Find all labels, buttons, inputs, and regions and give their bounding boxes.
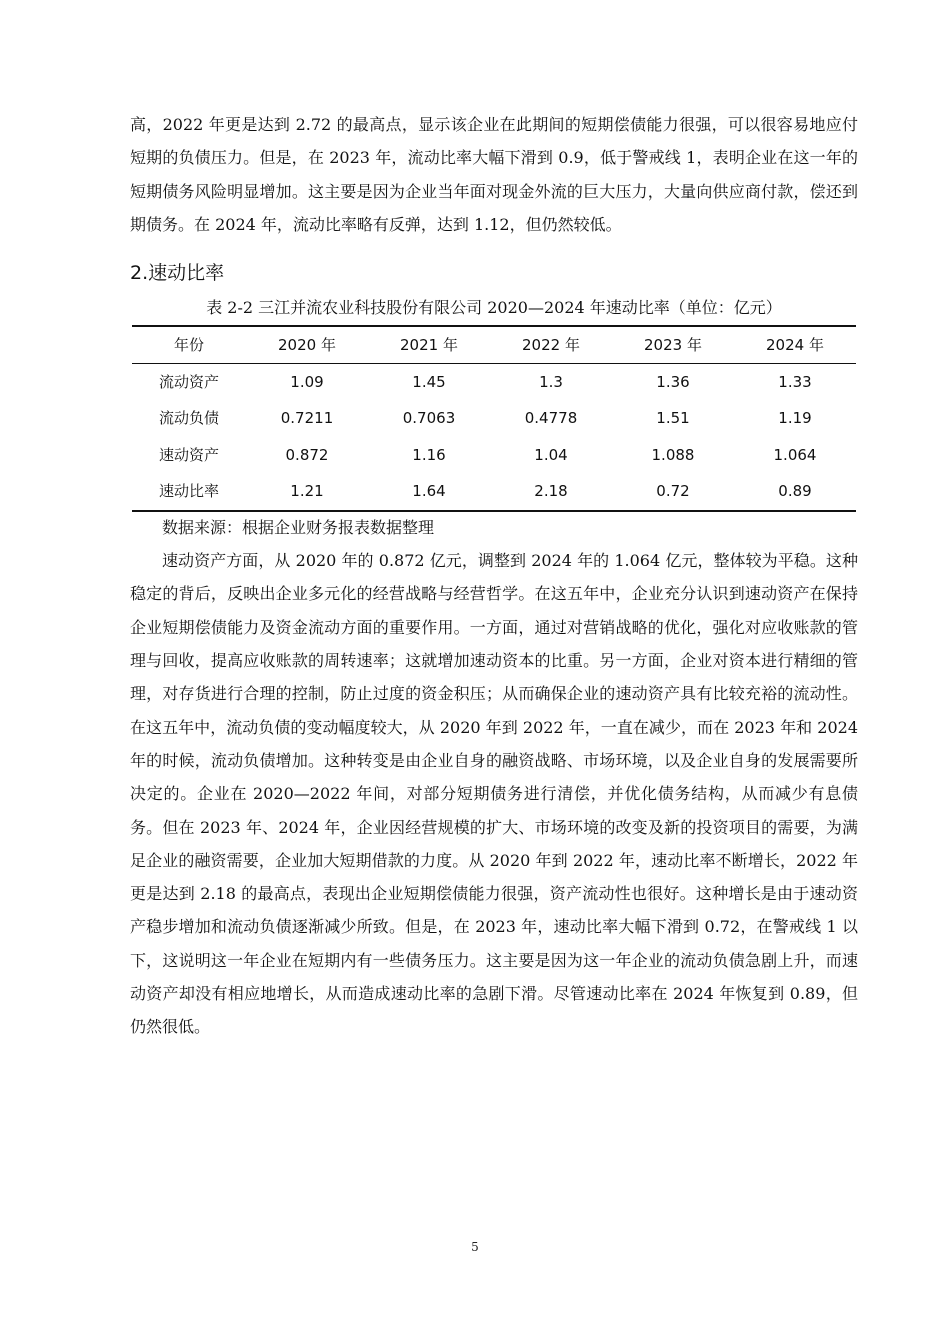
section-heading: 2.速动比率 <box>130 262 225 285</box>
row-label: 速动比率 <box>158 482 219 501</box>
table-cell: 1.21 <box>290 482 324 501</box>
table-cell: 1.04 <box>534 445 568 464</box>
table-row <box>132 437 856 474</box>
header-cell: 2024 年 <box>734 326 856 364</box>
header-cell: 2021 年 <box>368 326 490 364</box>
table-cell: 1.36 <box>656 372 690 391</box>
header-cell: 2022 年 <box>490 326 612 364</box>
header-cell: 2023 年 <box>612 326 734 364</box>
row-label: 流动负债 <box>158 409 219 428</box>
table-cell: 0.7063 <box>402 409 456 428</box>
quick-ratio-table <box>132 325 856 512</box>
row-label: 流动资产 <box>158 372 219 391</box>
page-number: 5 <box>471 1240 479 1254</box>
table-source-note: 数据来源：根据企业财务报表数据整理 <box>162 518 435 538</box>
table-cell: 0.72 <box>656 482 690 501</box>
table-cell: 1.064 <box>773 445 817 464</box>
intro-paragraph: 高，2022 年更是达到 2.72 的最高点，显示该企业在此期间的短期偿债能力很强，可以很容易地应付短期的负债压力。但是，在 2023 年，流动比率大幅下滑到 0.9，低于警戒线 1，表明企业在这一年的短期债务风险明显增加。这主要是因为企业当年面对现金外流的巨大压力，大量向供应商付款，偿还到期债务。在 2024 年，流动比率略有反弹，达到 1.12，但仍然较低。 <box>130 115 858 234</box>
table-cell: 0.89 <box>778 482 812 501</box>
table-cell: 1.16 <box>412 445 446 464</box>
table-cell: 1.64 <box>412 482 446 501</box>
table-cell: 2.18 <box>534 482 568 501</box>
table-cell: 1.33 <box>778 372 812 391</box>
table-cell: 1.09 <box>290 372 324 391</box>
table-cell: 1.3 <box>539 372 563 391</box>
table-cell: 0.872 <box>285 445 329 464</box>
table-cell: 0.4778 <box>524 409 578 428</box>
table-cell: 1.45 <box>412 372 446 391</box>
table-row <box>132 474 856 512</box>
header-cell: 2020 年 <box>246 326 368 364</box>
table-cell: 1.19 <box>778 409 812 428</box>
table-caption: 表 2-2 三江并流农业科技股份有限公司 2020—2024 年速动比率（单位：亿元） <box>206 298 782 318</box>
header-cell: 年份 <box>132 326 246 364</box>
table-row <box>132 401 856 438</box>
table-cell: 1.088 <box>651 445 695 464</box>
table-row <box>132 364 856 401</box>
row-label: 速动资产 <box>158 445 219 464</box>
table-cell: 1.51 <box>656 409 690 428</box>
table-header-row <box>132 326 856 364</box>
analysis-paragraph: 速动资产方面，从 2020 年的 0.872 亿元，调整到 2024 年的 1.064 亿元，整体较为平稳。这种稳定的背后，反映出企业多元化的经营战略与经营哲学。在这五年中，企业充分认识到速动资产在保持企业短期偿债能力及资金流动方面的重要作用。一方面，通过对营销战略的优化，强化对应收账款的管理与回收，提高应收账款的周转速率；这就增加速动资本的比重。另一方面，企业对资本进行精细的管理，对存货进行合理的控制，防止过度的资金积压；从而确保企业的速动资产具有比较充裕的流动性。在这五年中，流动负债的变动幅度较大，从 2020 年到 2022 年，一直在减少，而在 2023 年和 2024 年的时候，流动负债增加。这种转变是由企业自身的融资战略、市场环境，以及企业自身的发展需要所决定的。企业在 2020—2022 年间，对部分短期债务进行清偿，并优化债务结构，从而减少有息债务。但在 2023 年、2024 年，企业因经营规模的扩大、市场环境的改变及新的投资项目的需要，为满足企业的融资需要，企业加大短期借款的力度。从 2020 年到 2022 年，速动比率不断增长，2022 年更是达到 2.18 的最高点，表现出企业短期偿债能力很强，资产流动性也很好。这种增长是由于速动资产稳步增加和流动负债逐渐减少所致。但是，在 2023 年，速动比率大幅下滑到 0.72，在警戒线 1 以下，这说明这一年企业在短期内有一些债务压力。这主要是因为这一年企业的流动负债急剧上升，而速动资产却没有相应地增长，从而造成速动比率的急剧下滑。尽管速动比率在 2024 年恢复到 0.89，但仍然很低。 <box>130 551 858 1037</box>
table-cell: 0.7211 <box>280 409 334 428</box>
document-page <box>130 108 858 1044</box>
